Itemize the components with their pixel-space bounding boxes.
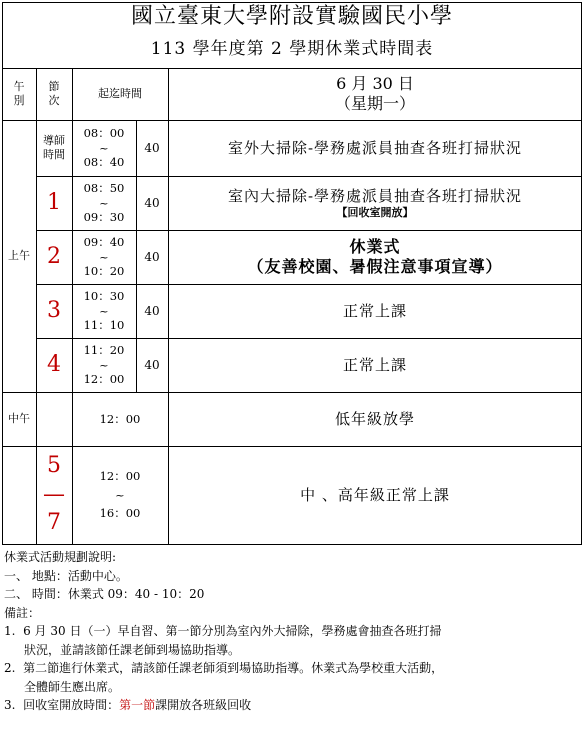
table-row-3-activity: 正常上課	[342, 301, 407, 320]
table-row-4-activity: 正常上課	[342, 355, 407, 374]
time-end: 12：00	[83, 372, 125, 387]
time-end: 11：10	[83, 318, 125, 333]
divider-row-0	[36, 176, 582, 177]
time-end: 16：00	[99, 506, 141, 521]
notes-item-location: 一、 地點：活動中心。	[4, 568, 128, 583]
table-row-2-time	[72, 230, 136, 284]
table-row-5-time: 12：00	[99, 411, 141, 426]
table-row-2-minutes: 40	[144, 249, 160, 264]
activity-main: 室內大掃除-學務處派員抽查各班打掃狀況	[227, 186, 523, 205]
remarks-heading: 備註：	[4, 605, 41, 620]
table-row-4-minutes: 40	[144, 357, 160, 372]
table-row-0-time	[72, 120, 136, 176]
period-noon: 中午	[8, 412, 30, 426]
table-row-2-activity	[168, 230, 582, 284]
schedule-subtitle: 113 學年度第 2 學期休業式時間表	[150, 39, 434, 60]
remark-2	[4, 659, 582, 678]
divider-row-2	[36, 284, 582, 285]
time-sep: ~	[99, 140, 109, 155]
remark-1-line2: 狀況，並請該節任課老師到場協助指導。	[24, 642, 241, 657]
table-row-1-time	[72, 176, 136, 230]
activity-main: 休業式	[349, 237, 401, 256]
activity-sub: 【回收室開放】	[336, 205, 414, 219]
header-section	[36, 68, 72, 120]
time-start: 10：30	[83, 289, 125, 304]
table-row-1-section: 1	[47, 190, 61, 216]
table-row-0-section	[36, 120, 72, 176]
notes-section	[4, 548, 582, 715]
table-row-6-time	[72, 446, 168, 544]
time-sep: ~	[99, 357, 109, 372]
activity-sub: （友善校園、暑假注意事項宣導）	[247, 257, 503, 276]
header-section-line2: 次	[48, 94, 60, 107]
table-row-1-minutes: 40	[144, 195, 160, 210]
table-row-6-activity: 中 、高年級正常上課	[300, 485, 450, 504]
remark-2-line2: 全體師生應出席。	[24, 679, 121, 694]
section-dash: —	[43, 481, 65, 507]
header-period-type	[2, 68, 36, 120]
table-border-bottom	[2, 544, 582, 545]
remark-3-highlight: 第一節	[119, 698, 156, 712]
remark-3-prefix: 回收室開放時間：	[23, 698, 120, 712]
remark-3	[4, 696, 582, 715]
table-row-0-minutes: 40	[144, 140, 160, 155]
table-row-1-activity	[168, 176, 582, 230]
section-start: 5	[47, 453, 61, 479]
section-end: 7	[47, 510, 61, 536]
time-sep: ~	[99, 303, 109, 318]
school-title: 國立臺東大學附設實驗國民小學	[130, 4, 453, 30]
remark-1-line1: 6 月 30 日（一）早自習、第一節分別為室內外大掃除，學務處會抽查各班打掃	[23, 624, 442, 638]
remark-3-suffix: 課開放各班級回收	[155, 698, 252, 712]
divider-row-5	[2, 446, 582, 447]
header-period-type-line1: 午	[13, 80, 25, 94]
divider-header	[2, 120, 582, 121]
divider-row-4	[2, 392, 582, 393]
notes-heading: 休業式活動規劃說明:	[4, 550, 117, 564]
table-row-4-time	[72, 338, 136, 392]
remark-1-num: 1.	[4, 624, 16, 638]
time-end: 08：40	[83, 155, 125, 170]
time-start: 11：20	[83, 343, 125, 358]
time-sep: ~	[99, 195, 109, 210]
time-sep: ~	[99, 249, 109, 264]
header-section-line1: 節	[48, 80, 60, 94]
header-date-text: 6 月 30 日	[336, 74, 414, 93]
table-border-right	[581, 2, 582, 544]
notes-item-time: 二、 時間：休業式 09：40 - 10：20	[4, 587, 205, 601]
section-line1: 導師	[43, 134, 65, 148]
table-row-4-section: 4	[47, 352, 61, 378]
remark-1	[4, 622, 582, 641]
table-border-left	[2, 2, 3, 544]
period-morning: 上午	[8, 249, 30, 263]
table-row-5-activity: 低年級放學	[334, 409, 415, 428]
remark-2-num: 2.	[4, 661, 16, 675]
time-start: 09：40	[83, 235, 125, 250]
divider-col-3	[136, 120, 137, 392]
table-row-2-section: 2	[47, 244, 61, 270]
table-border-top	[2, 2, 582, 3]
section-line2: 時間	[43, 148, 65, 161]
time-end: 09：30	[83, 210, 125, 225]
header-weekday-text: （星期一）	[334, 94, 415, 113]
table-row-3-time	[72, 284, 136, 338]
header-period-type-line2: 別	[13, 94, 25, 107]
time-end: 10：20	[83, 264, 125, 279]
time-start: 08：00	[83, 126, 125, 141]
remark-3-num: 3.	[4, 698, 16, 712]
divider-col-4	[168, 68, 169, 544]
divider-col-1	[36, 68, 37, 544]
header-date	[168, 68, 582, 120]
divider-title	[2, 68, 582, 69]
remark-2-line1: 第二節進行休業式，請該節任課老師須到場協助指導。休業式為學校重大活動，	[23, 661, 444, 675]
time-start: 08：50	[83, 181, 125, 196]
table-row-3-section: 3	[47, 298, 61, 324]
divider-row-1	[36, 230, 582, 231]
table-row-6-section	[36, 446, 72, 544]
header-time: 起迄時間	[98, 87, 142, 101]
table-row-0-activity: 室外大掃除-學務處派員抽查各班打掃狀況	[227, 138, 523, 157]
table-row-3-minutes: 40	[144, 303, 160, 318]
time-sep: ~	[115, 487, 125, 502]
divider-row-3	[36, 338, 582, 339]
divider-col-2	[72, 68, 73, 544]
time-start: 12：00	[99, 469, 141, 484]
